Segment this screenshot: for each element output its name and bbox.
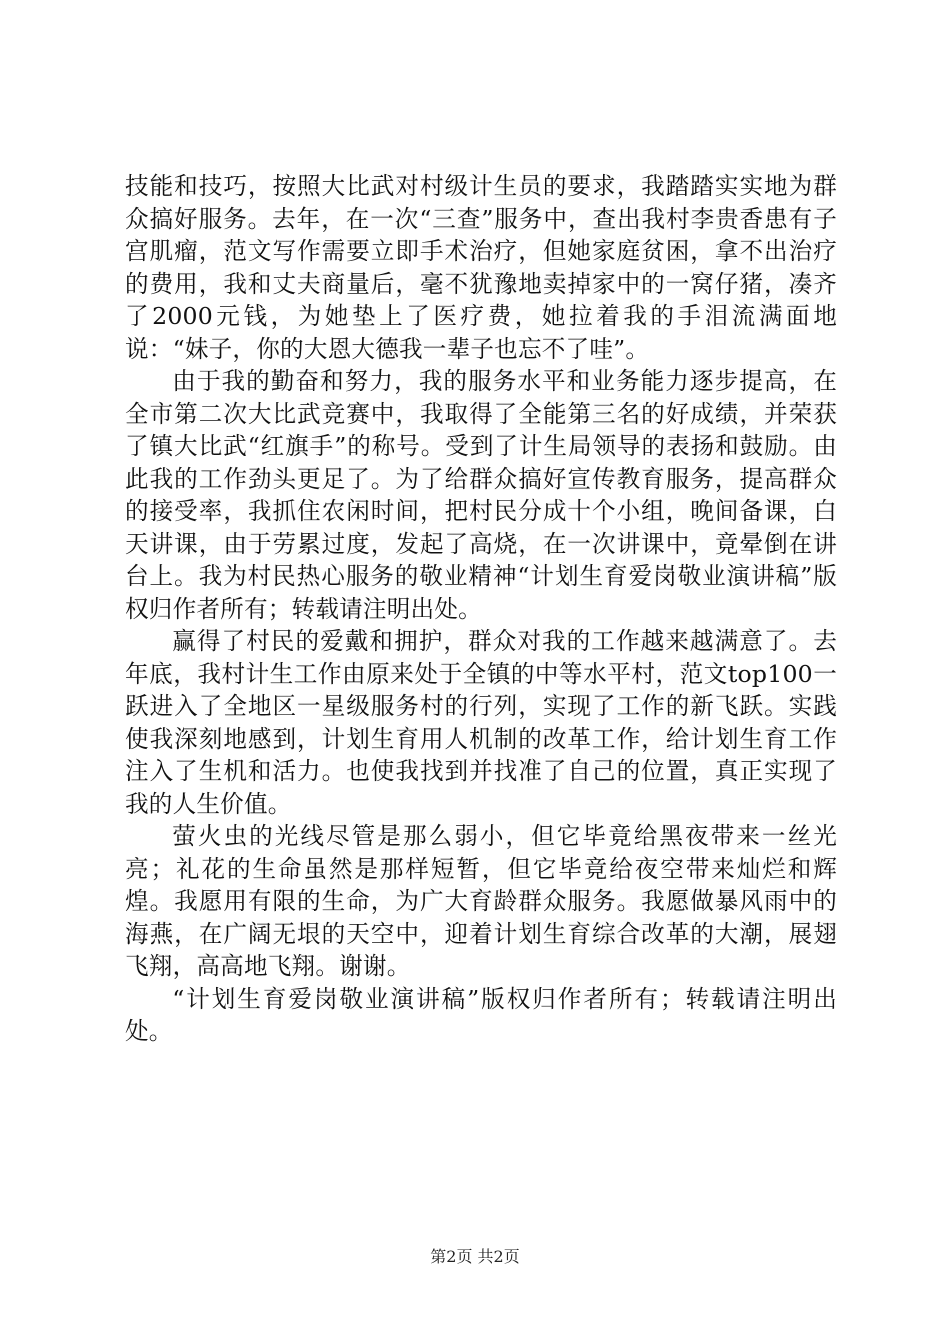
- paragraph-2: 由于我的勤奋和努力，我的服务水平和业务能力逐步提高，在全市第二次大比武竞赛中，我取得了全能第三名的好成绩，并荣获了镇大比武“红旗手”的称号。受到了计生局领导的表扬和鼓励。由此我的工作劲头更足了。为了给群众搞好宣传教育服务，提高群众的接受率，我抓住农闲时间，把村民分成十个小组，晚间备课，白天讲课，由于劳累过度，发起了高烧，在一次讲课中，竟晕倒在讲台上。我为村民热心服务的敬业精神“计划生育爱岗敬业演讲稿”版权归作者所有；转载请注明出处。: [125, 367, 837, 623]
- paragraph-3: 赢得了村民的爱戴和拥护，群众对我的工作越来越满意了。去年底，我村计生工作由原来处于全镇的中等水平村，范文top100一跃进入了全地区一星级服务村的行列，实现了工作的新飞跃。实践使我深刻地感到，计划生育用人机制的改革工作，给计划生育工作注入了生机和活力。也使我找到并找准了自己的位置，真正实现了我的人生价值。: [125, 627, 837, 818]
- paragraph-1: 技能和技巧，按照大比武对村级计生员的要求，我踏踏实实地为群众搞好服务。去年，在一次“三查”服务中，查出我村李贵香患有子宫肌瘤，范文写作需要立即手术治疗，但她家庭贫困，拿不出治疗的费用，我和丈夫商量后，毫不犹豫地卖掉家中的一窝仔猪，凑齐了2000元钱，为她垫上了医疗费，她拉着我的手泪流满面地说：“妹子，你的大恩大德我一辈子也忘不了哇”。: [125, 172, 837, 363]
- paragraph-5-copyright-notice: “计划生育爱岗敬业演讲稿”版权归作者所有；转载请注明出处。: [125, 984, 837, 1045]
- paragraph-4: 萤火虫的光线尽管是那么弱小，但它毕竟给黑夜带来一丝光亮；礼花的生命虽然是那样短暂，但它毕竟给夜空带来灿烂和辉煌。我愿用有限的生命，为广大育龄群众服务。我愿做暴风雨中的海燕，在广阔无垠的天空中，迎着计划生育综合改革的大潮，展翅飞翔，高高地飞翔。谢谢。: [125, 822, 837, 980]
- page-number-footer: 第2页 共2页: [430, 1247, 520, 1266]
- document-body: [125, 170, 837, 1048]
